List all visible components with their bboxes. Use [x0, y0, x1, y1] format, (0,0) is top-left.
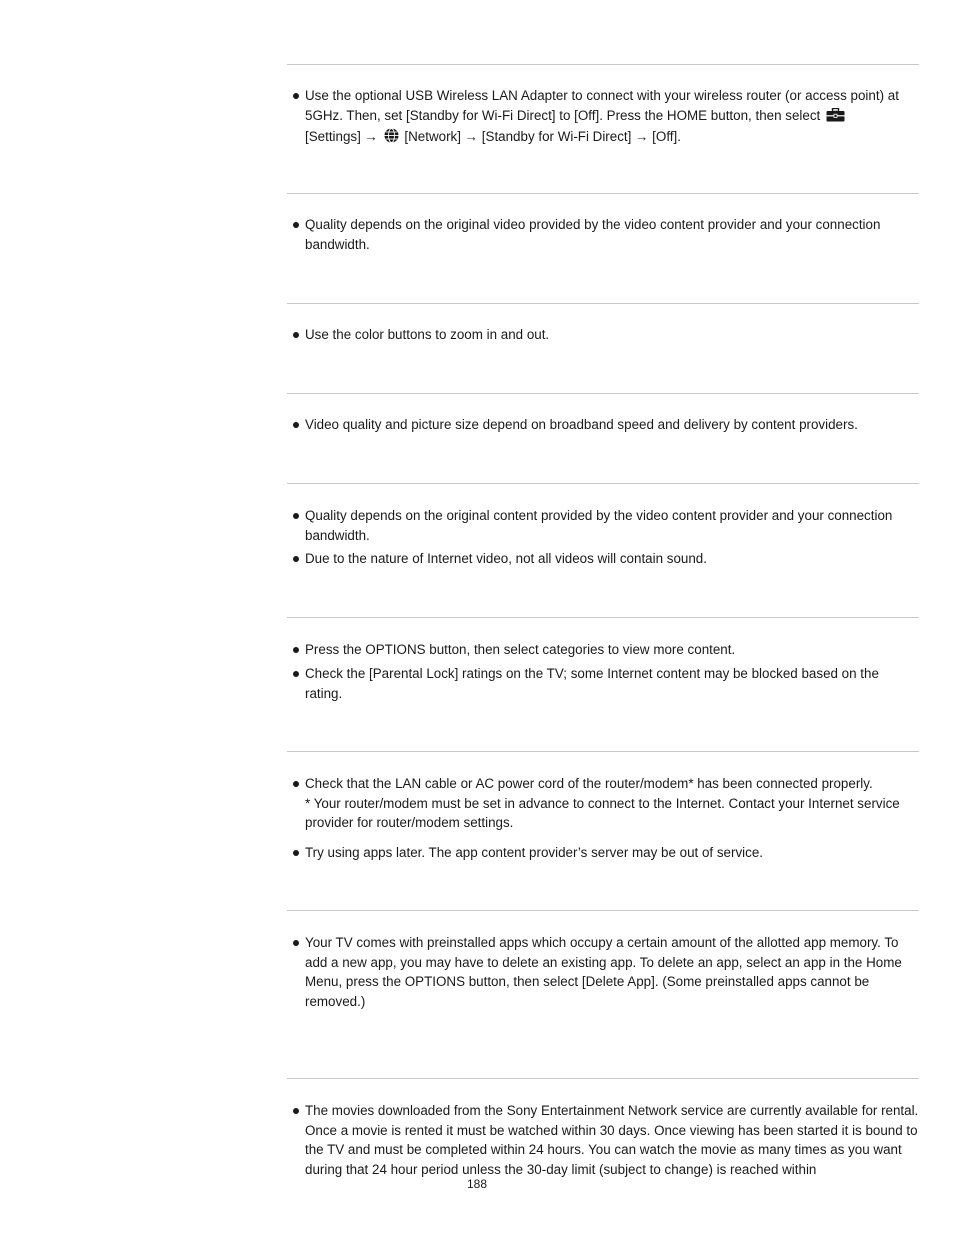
- item-text: Use the color buttons to zoom in and out.: [305, 327, 550, 342]
- item-text: Due to the nature of Internet video, not all videos will contain sound.: [305, 551, 707, 566]
- section-divider: [287, 303, 919, 304]
- section-divider: [287, 193, 919, 194]
- item-text: Quality depends on the original video provided by the video content provider and your connection bandwidth.: [305, 217, 881, 252]
- list-item: [293, 215, 919, 254]
- item-text: Quality depends on the original content provided by the video content provider and your connection bandwidth.: [305, 508, 893, 543]
- list-item: [293, 86, 919, 149]
- item-text: Use the optional USB Wireless LAN Adapter to connect with your wireless router (or access point) at 5GHz. Then, set [Standby for Wi-Fi Direct] to [Off]. Press the HOME button, then select [Settings] → [Network] → [Standby for Wi-Fi Direct] → [Off].: [305, 86, 919, 149]
- list-item: [293, 933, 919, 1011]
- item-text: Check the [Parental Lock] ratings on the TV; some Internet content may be blocked based on the rating.: [305, 666, 879, 701]
- bullet: [293, 332, 299, 338]
- item-text: Press the OPTIONS button, then select categories to view more content.: [305, 642, 736, 657]
- section-divider: [287, 393, 919, 394]
- section-divider: [287, 1078, 919, 1079]
- bullet: [293, 850, 299, 856]
- globe-icon: [384, 128, 399, 149]
- bullet: [293, 940, 299, 946]
- bullet: [293, 513, 299, 519]
- list-item: [293, 1101, 919, 1179]
- list-item: [293, 506, 919, 545]
- item-note: * Your router/modem must be set in advance to connect to the Internet. Contact your Internet service provider for router/modem settings.: [305, 795, 900, 830]
- list-item: [293, 774, 919, 833]
- list-item: [293, 664, 919, 703]
- bullet: [293, 647, 299, 653]
- bullet: [293, 781, 299, 787]
- section-divider: [287, 751, 919, 752]
- bullet: [293, 93, 299, 99]
- list-item: [293, 325, 919, 345]
- item-text: The movies downloaded from the Sony Entertainment Network service are currently available for rental. Once a movie is rented it must be watched within 30 days. Once viewing has been started it is bound to the TV and must be completed within 24 hours. You can watch the movie as many times as you want during that 24 hour period unless the 30-day limit (subject to change) is reached within: [305, 1103, 919, 1177]
- bullet: [293, 671, 299, 677]
- item-text: Try using apps later. The app content provider’s server may be out of service.: [305, 845, 763, 860]
- section-divider: [287, 617, 919, 618]
- item-text: Video quality and picture size depend on broadband speed and delivery by content providers.: [305, 417, 858, 432]
- toolbox-icon: [826, 108, 845, 128]
- bullet: [293, 222, 299, 228]
- item-text: Check that the LAN cable or AC power cord of the router/modem* has been connected properly.: [305, 776, 873, 791]
- list-item: [293, 549, 919, 569]
- bullet: [293, 556, 299, 562]
- item-text: Your TV comes with preinstalled apps which occupy a certain amount of the allotted app memory. To add a new app, you may have to delete an existing app. To delete an app, select an app in the Home Menu, press the OPTIONS button, then select [Delete App]. (Some preinstalled apps cannot be removed.): [305, 935, 902, 1009]
- list-item: [293, 640, 919, 660]
- list-item: [293, 843, 919, 863]
- bullet: [293, 422, 299, 428]
- page-number: 188: [466, 1177, 488, 1191]
- bullet: [293, 1108, 299, 1114]
- section-divider: [287, 910, 919, 911]
- section-divider: [287, 483, 919, 484]
- list-item: [293, 415, 919, 435]
- section-divider: [287, 64, 919, 65]
